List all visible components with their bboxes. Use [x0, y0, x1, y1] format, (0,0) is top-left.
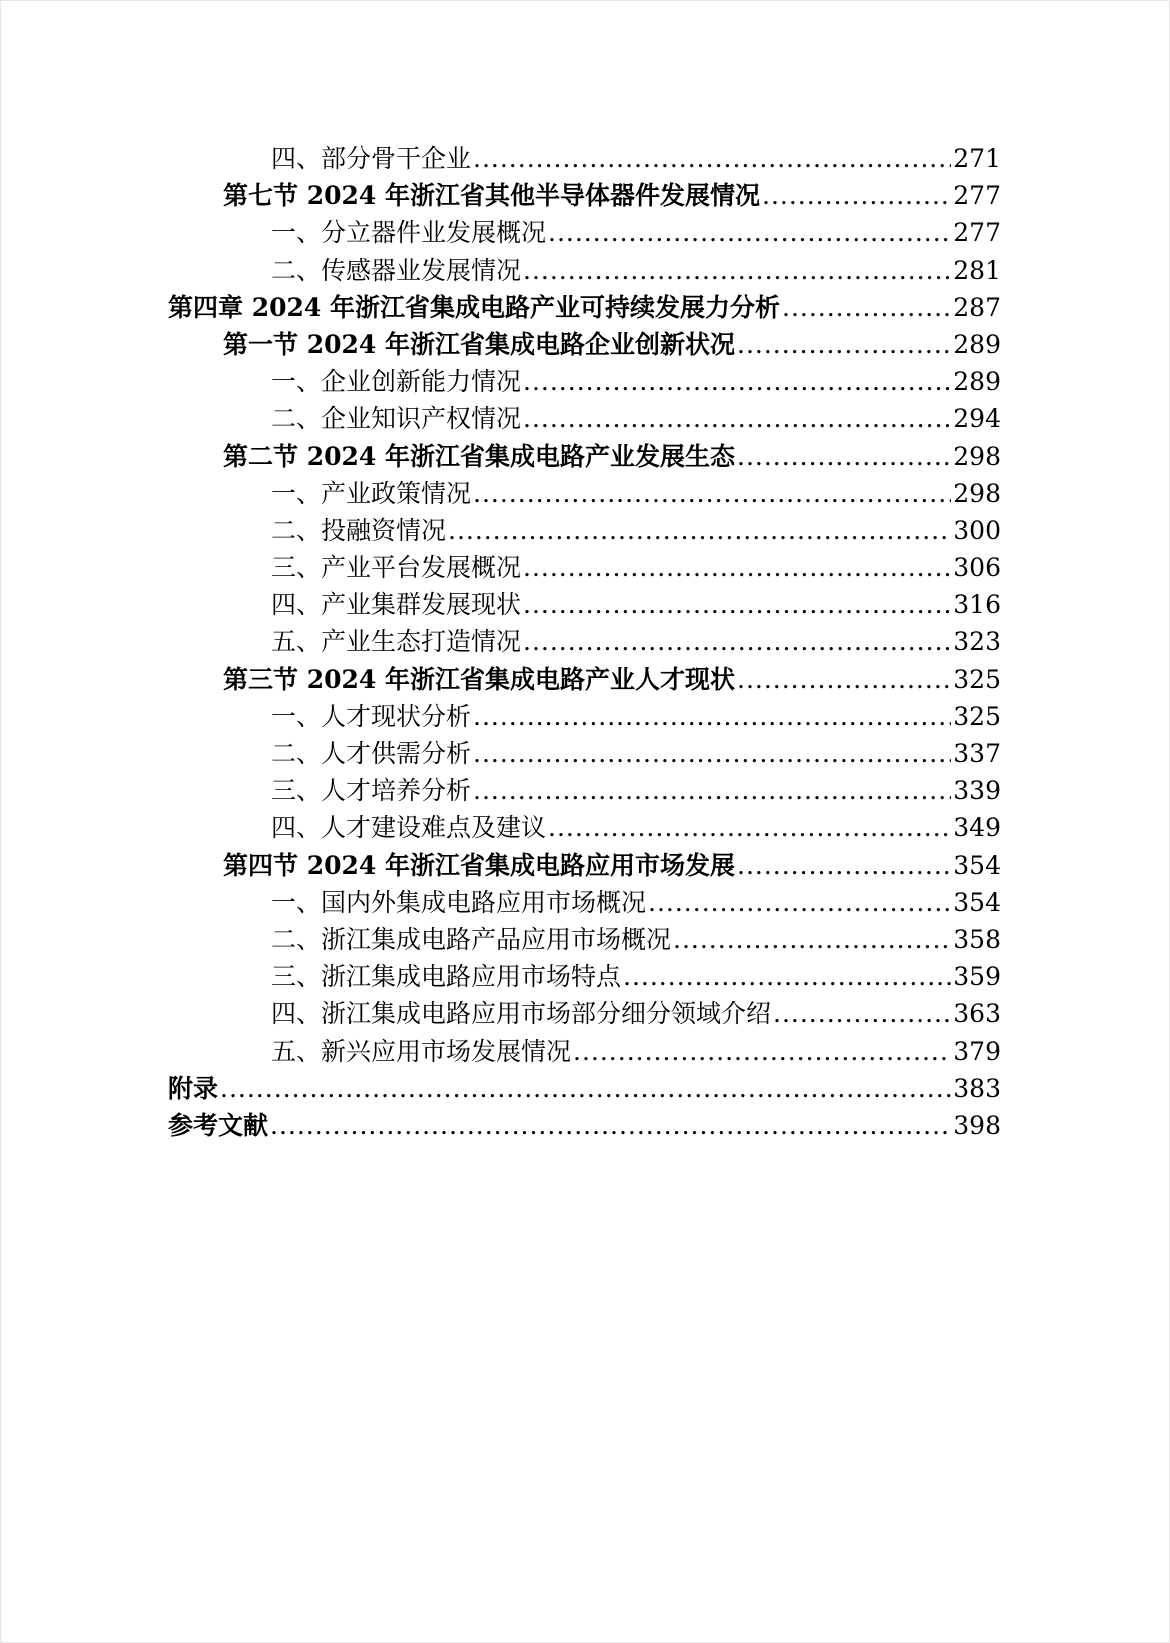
toc-dot-leader [737, 438, 951, 475]
toc-dot-leader [623, 958, 951, 995]
toc-subsection-entry[interactable] [168, 958, 1001, 995]
toc-entry-title: 第四节 2024 年浙江省集成电路应用市场发展 [223, 850, 735, 880]
toc-page-number: 337 [953, 739, 1001, 768]
toc-entry-title: 四、产业集群发展现状 [271, 590, 522, 620]
toc-subsection-entry[interactable] [168, 772, 1001, 809]
toc-dot-leader [737, 847, 951, 884]
toc-entry-title: 参考文献 [168, 1110, 269, 1140]
table-of-contents [168, 140, 1001, 1144]
toc-entry-title: 二、投融资情况 [271, 515, 447, 545]
toc-dot-leader [648, 884, 951, 921]
toc-page-number: 289 [953, 367, 1001, 397]
toc-page-number: 383 [953, 1073, 1001, 1103]
toc-subsection-entry[interactable] [168, 921, 1001, 958]
toc-subsection-entry[interactable] [168, 735, 1001, 772]
toc-subsection-entry[interactable] [168, 252, 1001, 289]
toc-page-number: 277 [953, 181, 1001, 211]
toc-subsection-entry[interactable] [168, 586, 1001, 623]
toc-subsection-entry[interactable] [168, 623, 1001, 660]
toc-dot-leader [523, 623, 951, 660]
toc-entry-title: 第三节 2024 年浙江省集成电路产业人才现状 [223, 664, 735, 694]
toc-subsection-entry[interactable] [168, 995, 1001, 1032]
toc-page-number: 358 [953, 924, 1001, 954]
toc-dot-leader [523, 400, 951, 437]
toc-subsection-entry[interactable] [168, 214, 1001, 251]
toc-entry-title: 四、部分骨干企业 [271, 144, 472, 173]
toc-entry-title: 第一节 2024 年浙江省集成电路企业创新状况 [223, 329, 735, 359]
toc-page-number: 271 [953, 144, 1001, 173]
toc-subsection-entry[interactable] [168, 549, 1001, 586]
toc-subsection-entry[interactable] [168, 1033, 1001, 1070]
toc-chapter-entry[interactable] [168, 289, 1001, 326]
toc-entry-title: 三、浙江集成电路应用市场特点 [271, 962, 622, 992]
toc-dot-leader [737, 326, 951, 363]
toc-section-entry[interactable] [168, 847, 1001, 884]
toc-entry-title: 一、企业创新能力情况 [271, 367, 522, 397]
toc-entry-title: 二、人才供需分析 [271, 739, 472, 768]
toc-section-entry[interactable] [168, 438, 1001, 475]
toc-dot-leader [473, 772, 951, 809]
toc-dot-leader [473, 475, 951, 512]
toc-entry-title: 二、企业知识产权情况 [271, 404, 522, 434]
toc-page-number: 316 [953, 590, 1001, 620]
toc-page-number: 398 [953, 1110, 1001, 1140]
toc-section-entry[interactable] [168, 177, 1001, 214]
toc-chapter-entry[interactable] [168, 1107, 1001, 1144]
toc-page-number: 354 [953, 850, 1001, 880]
toc-page-number: 289 [953, 329, 1001, 359]
toc-page-number: 323 [953, 627, 1001, 657]
toc-page-number: 363 [953, 999, 1001, 1029]
toc-page-number: 359 [953, 962, 1001, 992]
toc-subsection-entry[interactable] [168, 884, 1001, 921]
toc-chapter-entry[interactable] [168, 1070, 1001, 1107]
toc-entry-title: 附录 [168, 1073, 219, 1103]
toc-dot-leader [270, 1107, 951, 1144]
toc-dot-leader [782, 289, 951, 326]
toc-subsection-entry[interactable] [168, 400, 1001, 437]
toc-dot-leader [523, 363, 951, 400]
toc-dot-leader [773, 995, 951, 1032]
toc-page-number: 349 [953, 813, 1001, 843]
toc-page-number: 379 [953, 1036, 1001, 1066]
toc-page-number: 287 [953, 292, 1001, 322]
toc-entry-title: 五、新兴应用市场发展情况 [271, 1036, 572, 1066]
toc-dot-leader [548, 809, 951, 846]
toc-page-number: 339 [953, 776, 1001, 806]
toc-page-number: 298 [953, 478, 1001, 508]
toc-dot-leader [448, 512, 951, 549]
toc-subsection-entry[interactable] [168, 363, 1001, 400]
toc-entry-title: 三、人才培养分析 [271, 776, 472, 806]
toc-dot-leader [523, 549, 951, 586]
toc-dot-leader [220, 1070, 951, 1107]
toc-page-number: 277 [953, 218, 1001, 248]
toc-entry-title: 第七节 2024 年浙江省其他半导体器件发展情况 [223, 181, 760, 211]
toc-entry-title: 五、产业生态打造情况 [271, 627, 522, 657]
toc-dot-leader [762, 177, 951, 214]
toc-subsection-entry[interactable] [168, 698, 1001, 735]
toc-page-number: 300 [953, 515, 1001, 545]
toc-entry-title: 第四章 2024 年浙江省集成电路产业可持续发展力分析 [168, 292, 780, 322]
toc-dot-leader [573, 1033, 951, 1070]
toc-page-number: 294 [953, 404, 1001, 434]
toc-subsection-entry[interactable] [168, 140, 1001, 177]
toc-dot-leader [673, 921, 951, 958]
toc-subsection-entry[interactable] [168, 512, 1001, 549]
toc-entry-title: 一、分立器件业发展概况 [271, 218, 547, 248]
toc-entry-title: 一、人才现状分析 [271, 701, 472, 731]
toc-subsection-entry[interactable] [168, 475, 1001, 512]
toc-entry-title: 三、产业平台发展概况 [271, 553, 522, 583]
toc-entry-title: 二、传感器业发展情况 [271, 255, 522, 285]
toc-entry-title: 一、产业政策情况 [271, 478, 472, 508]
toc-page-number: 281 [953, 255, 1001, 285]
toc-page-number: 298 [953, 441, 1001, 471]
toc-dot-leader [473, 140, 951, 177]
toc-subsection-entry[interactable] [168, 809, 1001, 846]
toc-entry-title: 四、人才建设难点及建议 [271, 813, 547, 843]
toc-entry-title: 四、浙江集成电路应用市场部分细分领域介绍 [271, 999, 772, 1029]
toc-section-entry[interactable] [168, 661, 1001, 698]
toc-page-number: 325 [953, 664, 1001, 694]
toc-section-entry[interactable] [168, 326, 1001, 363]
toc-dot-leader [737, 661, 951, 698]
toc-entry-title: 第二节 2024 年浙江省集成电路产业发展生态 [223, 441, 735, 471]
toc-dot-leader [473, 735, 951, 772]
toc-page-number: 306 [953, 553, 1001, 583]
toc-dot-leader [523, 586, 951, 623]
toc-entry-title: 一、国内外集成电路应用市场概况 [271, 887, 647, 917]
toc-entry-title: 二、浙江集成电路产品应用市场概况 [271, 924, 672, 954]
toc-page-number: 325 [953, 701, 1001, 731]
toc-dot-leader [548, 214, 951, 251]
toc-dot-leader [523, 252, 951, 289]
toc-dot-leader [473, 698, 951, 735]
toc-page-number: 354 [953, 887, 1001, 917]
